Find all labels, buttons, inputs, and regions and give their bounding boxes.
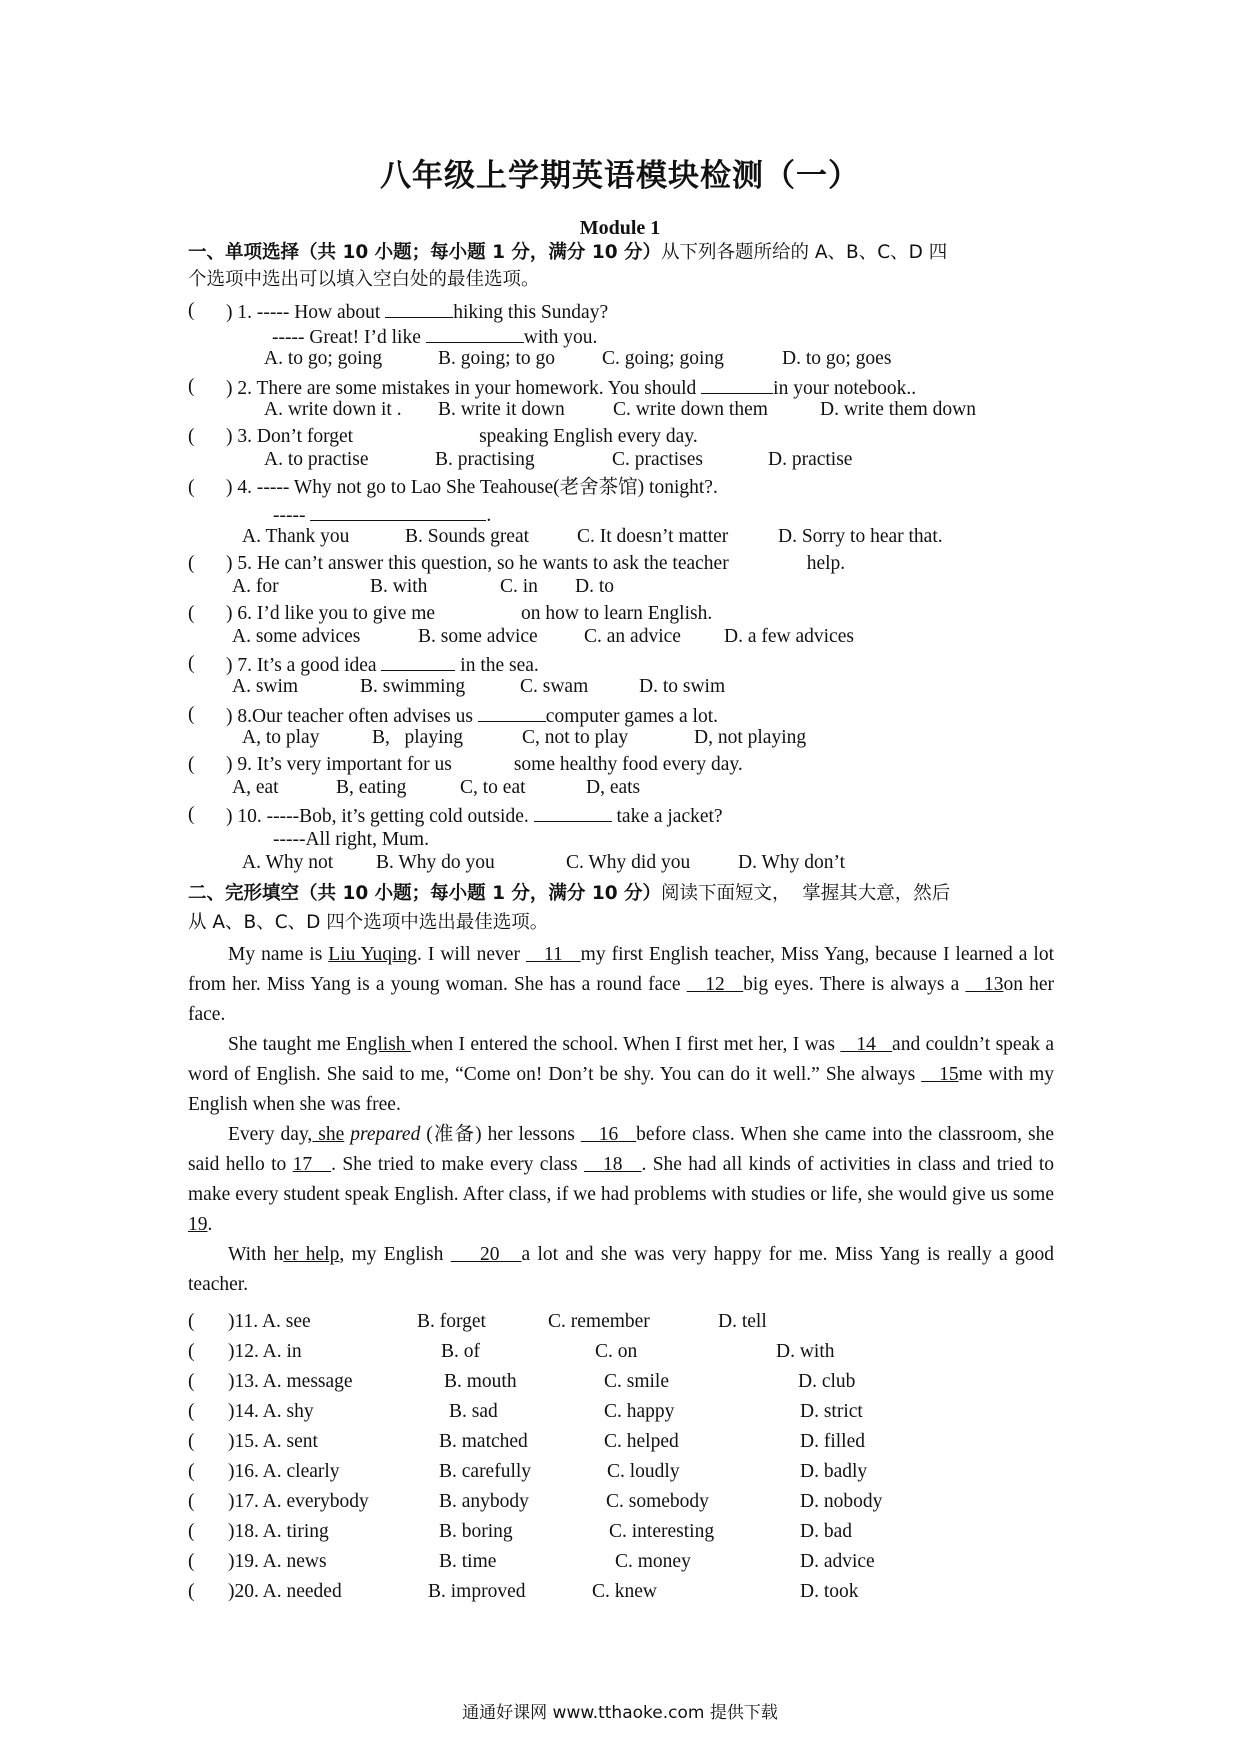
answer-paren: ( [188,426,195,447]
q7-option-b[interactable]: B. swimming [360,676,466,697]
cloze-option-d[interactable]: D. bad [800,1521,852,1542]
q4-option-d[interactable]: D. Sorry to hear that. [778,526,943,547]
answer-paren: ( [188,300,195,321]
cloze-question-option-a[interactable]: )12. A. in [228,1341,302,1362]
cloze-option-c[interactable]: C. happy [604,1401,675,1422]
q4-option-a[interactable]: A. Thank you [242,526,350,547]
cloze-option-d[interactable]: D. nobody [800,1491,883,1512]
cloze-question-option-a[interactable]: )11. A. see [228,1311,311,1332]
cloze-question-option-a[interactable]: )17. A. everybody [228,1491,369,1512]
answer-paren: ( [188,1551,195,1572]
question-3: ) 3. Don’t forget speaking English every day. [226,426,698,447]
cloze-option-c[interactable]: C. money [615,1551,691,1572]
q6-option-b[interactable]: B. some advice [418,626,538,647]
q1-option-d[interactable]: D. to go; goes [782,348,892,369]
q9-option-a[interactable]: A, eat [232,777,279,798]
cloze-option-b[interactable]: B. anybody [439,1491,529,1512]
question-8: ) 8.Our teacher often advises us computer games a lot. [226,702,718,730]
q2-option-b[interactable]: B. write it down [438,399,565,420]
question-4-reply: ----- . [273,501,491,529]
section2-heading: 二、完形填空（共 10 小题；每小题 1 分，满分 10 分）阅读下面短文， 掌握其大意，然后 [188,883,951,904]
answer-paren: ( [188,804,195,825]
q6-option-c[interactable]: C. an advice [584,626,681,647]
answer-paren: ( [188,704,195,725]
answer-paren: ( [188,754,195,775]
answer-paren: ( [188,553,195,574]
q4-option-b[interactable]: B. Sounds great [405,526,530,547]
cloze-option-b[interactable]: B. improved [428,1581,526,1602]
page-title: 八年级上学期英语模块检测（一） [380,158,860,194]
cloze-option-b[interactable]: B. forget [417,1311,486,1332]
cloze-option-b[interactable]: B. boring [439,1521,513,1542]
cloze-option-c[interactable]: C. loudly [607,1461,680,1482]
cloze-option-d[interactable]: D. filled [800,1431,865,1452]
answer-paren: ( [188,653,195,674]
answer-paren: ( [188,1431,195,1452]
cloze-option-d[interactable]: D. badly [800,1461,868,1482]
question-4: ) 4. ----- Why not go to Lao She Teahouse(老舍茶馆) tonight?. [226,477,718,498]
q5-option-c[interactable]: C. in [500,576,538,597]
cloze-option-c[interactable]: C. interesting [609,1521,715,1542]
question-2: ) 2. There are some mistakes in your homework. You should in your notebook.. [226,374,916,402]
cloze-question-option-a[interactable]: )20. A. needed [228,1581,342,1602]
q3-option-d[interactable]: D. practise [768,449,853,470]
footer-credit: 通通好课网 www.tthaoke.com 提供下载 [462,1703,778,1723]
q1-option-a[interactable]: A. to go; going [264,348,383,369]
cloze-option-c[interactable]: C. remember [548,1311,650,1332]
q5-option-d[interactable]: D. to [575,576,614,597]
cloze-option-d[interactable]: D. took [800,1581,859,1602]
cloze-option-b[interactable]: B. time [439,1551,497,1572]
answer-paren: ( [188,603,195,624]
question-7: ) 7. It’s a good idea in the sea. [226,651,539,679]
cloze-option-b[interactable]: B. carefully [439,1461,532,1482]
q8-option-a[interactable]: A, to play [242,727,320,748]
answer-paren: ( [188,477,195,498]
cloze-option-b[interactable]: B. sad [449,1401,498,1422]
q3-option-a[interactable]: A. to practise [264,449,369,470]
cloze-option-c[interactable]: C. knew [592,1581,657,1602]
q9-option-d[interactable]: D, eats [586,777,641,798]
cloze-question-option-a[interactable]: )14. A. shy [228,1401,314,1422]
cloze-option-b[interactable]: B. mouth [444,1371,517,1392]
cloze-option-d[interactable]: D. with [776,1341,835,1362]
q7-option-c[interactable]: C. swam [520,676,589,697]
cloze-question-option-a[interactable]: )13. A. message [228,1371,353,1392]
answer-paren: ( [188,1521,195,1542]
cloze-option-c[interactable]: C. somebody [606,1491,709,1512]
q8-option-b[interactable]: B, playing [372,727,463,748]
q4-option-c[interactable]: C. It doesn’t matter [577,526,729,547]
q2-option-c[interactable]: C. write down them [613,399,768,420]
q9-option-b[interactable]: B, eating [336,777,407,798]
passage-paragraph-1: My name is Liu Yuqing. I will never 11 my first English teacher, Miss Yang, because I learned a lot from her. Miss Yang is a young woman. She has a round face 12 big eyes. There is always a 13on her face. [188,944,1055,1025]
answer-paren: ( [188,1341,195,1362]
q2-option-a[interactable]: A. write down it . [264,399,402,420]
cloze-question-option-a[interactable]: )19. A. news [228,1551,327,1572]
q8-option-d[interactable]: D, not playing [694,727,807,748]
passage-paragraph-4: With her help, my English 20 a lot and she was very happy for me. Miss Yang is really a good teacher. [188,1244,1055,1295]
answer-paren: ( [188,1401,195,1422]
answer-paren: ( [188,1311,195,1332]
cloze-option-d[interactable]: D. strict [800,1401,863,1422]
q5-option-a[interactable]: A. for [232,576,279,597]
cloze-option-d[interactable]: D. club [798,1371,856,1392]
question-1-reply: ----- Great! I’d like with you. [272,323,597,351]
cloze-option-c[interactable]: C. helped [604,1431,679,1452]
q1-option-b[interactable]: B. going; to go [438,348,556,369]
module-heading: Module 1 [579,217,661,239]
q8-option-c[interactable]: C, not to play [522,727,629,748]
question-5: ) 5. He can’t answer this question, so he wants to ask the teacher help. [226,553,846,574]
question-6: ) 6. I’d like you to give me on how to learn English. [226,603,713,624]
q5-option-b[interactable]: B. with [370,576,428,597]
answer-paren: ( [188,376,195,397]
cloze-option-b[interactable]: B. matched [439,1431,528,1452]
answer-paren: ( [188,1491,195,1512]
cloze-question-option-a[interactable]: )15. A. sent [228,1431,318,1452]
question-10: ) 10. -----Bob, it’s getting cold outside. take a jacket? [226,802,723,830]
question-10-reply: -----All right, Mum. [273,829,429,850]
section1-heading: 一、单项选择（共 10 小题；每小题 1 分，满分 10 分）从下列各题所给的 A、B、C、D 四 [188,242,948,263]
q10-option-c[interactable]: C. Why did you [566,852,691,873]
section2-instruction: 从 A、B、C、D 四个选项中选出最佳选项。 [188,912,549,933]
cloze-option-b[interactable]: B. of [441,1341,480,1362]
cloze-question-option-a[interactable]: )16. A. clearly [228,1461,340,1482]
q10-option-d[interactable]: D. Why don’t [738,852,846,873]
cloze-question-option-a[interactable]: )18. A. tiring [228,1521,329,1542]
section1-instruction: 个选项中选出可以填入空白处的最佳选项。 [188,269,540,290]
cloze-option-d[interactable]: D. tell [718,1311,767,1332]
q3-option-c[interactable]: C. practises [612,449,703,470]
question-1: ) 1. ----- How about hiking this Sunday? [226,298,608,326]
passage-paragraph-2: She taught me English when I entered the school. When I first met her, I was 14 and couldn’t speak a word of English. She said to me, “Come on! Don’t be shy. You can do it well.” She always 15me with my English when she was free. [188,1034,1055,1115]
passage-paragraph-3: Every day, she prepared (准备) her lessons 16 before class. When she came into the classroom, she said hello to 17 . She tried to make every class 18 . She had all kinds of activities in class and tried to make every student speak English. After class, if we had problems with studies or life, she would give us some 19. [188,1124,1055,1235]
answer-paren: ( [188,1461,195,1482]
q9-option-c[interactable]: C, to eat [460,777,526,798]
cloze-option-c[interactable]: C. smile [604,1371,670,1392]
q10-option-a[interactable]: A. Why not [242,852,334,873]
q6-option-a[interactable]: A. some advices [232,626,361,647]
cloze-option-c[interactable]: C. on [595,1341,638,1362]
cloze-option-d[interactable]: D. advice [800,1551,875,1572]
q1-option-c[interactable]: C. going; going [602,348,724,369]
question-9: ) 9. It’s very important for us some healthy food every day. [226,754,743,775]
q10-option-b[interactable]: B. Why do you [376,852,495,873]
q7-option-d[interactable]: D. to swim [639,676,726,697]
q6-option-d[interactable]: D. a few advices [724,626,854,647]
q3-option-b[interactable]: B. practising [435,449,535,470]
q2-option-d[interactable]: D. write them down [820,399,976,420]
answer-paren: ( [188,1371,195,1392]
q7-option-a[interactable]: A. swim [232,676,299,697]
answer-paren: ( [188,1581,195,1602]
